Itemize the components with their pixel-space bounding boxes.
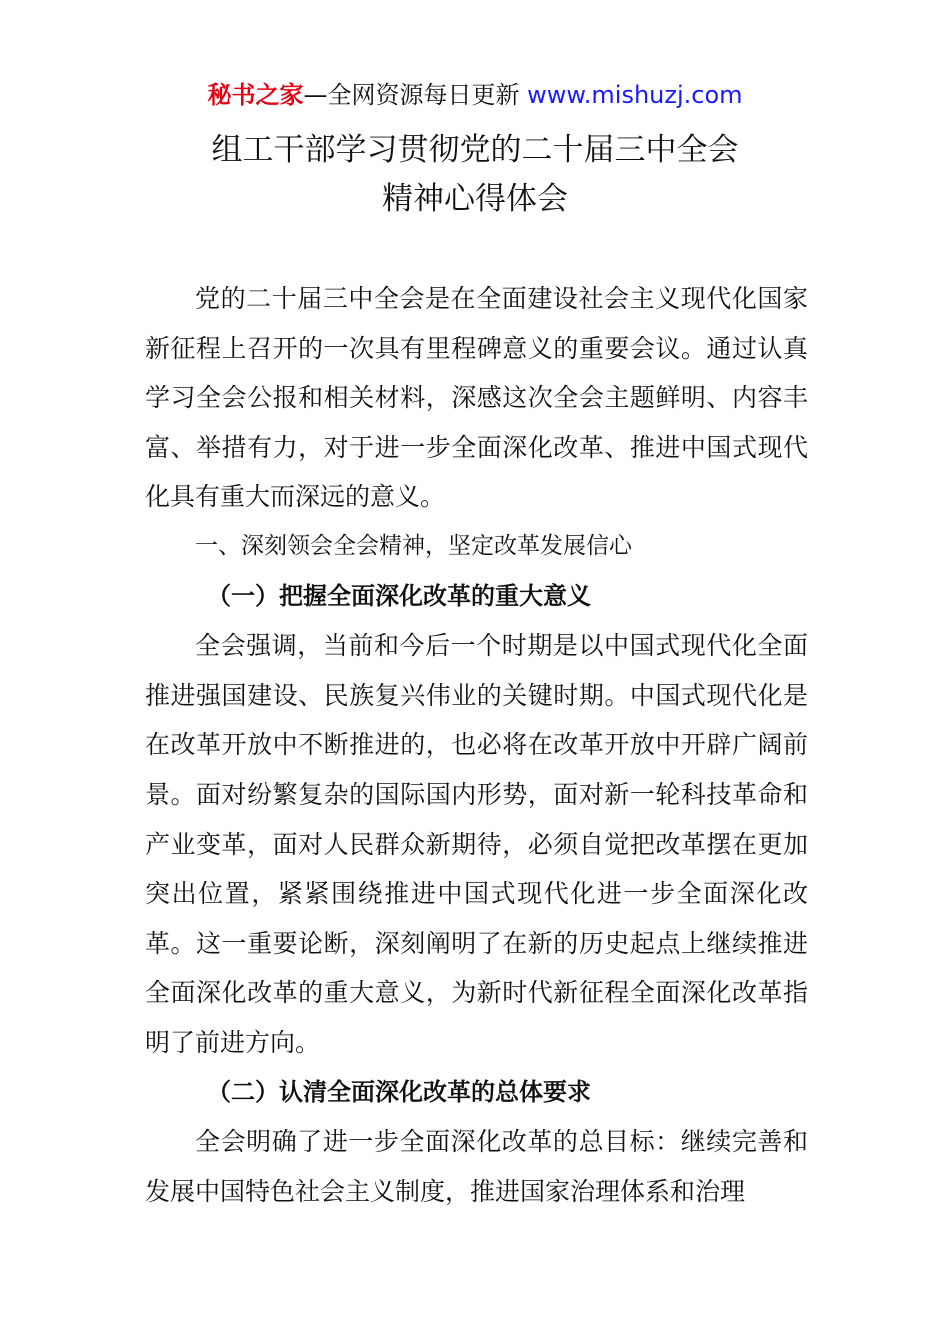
site-url-link[interactable]: www.mishuzj.com	[527, 81, 743, 109]
site-brand: 秘书之家	[207, 81, 304, 109]
document-title-line-2: 精神心得体会	[382, 181, 568, 217]
document-title-line-1: 组工干部学习贯彻党的二十届三中全会	[211, 132, 739, 168]
document-body	[145, 274, 808, 1216]
subsection-1-paragraph: 全会强调，当前和今后一个时期是以中国式现代化全面推进强国建设、民族复兴伟业的关键时期。中国式现代化是在改革开放中不断推进的，也必将在改革开放中开辟广阔前景。面对纷繁复杂的国际国内形势，面对新一轮科技革命和产业变革，面对人民群众新期待，必须自觉把改革摆在更加突出位置，紧紧围绕推进中国式现代化进一步全面深化改革。这一重要论断，深刻阐明了在新的历史起点上继续推进全面深化改革的重大意义，为新时代新征程全面深化改革指明了前进方向。	[145, 631, 808, 1057]
site-header	[0, 78, 950, 112]
subsection-1-heading: （一）把握全面深化改革的重大意义	[207, 581, 591, 610]
intro-paragraph: 党的二十届三中全会是在全面建设社会主义现代化国家新征程上召开的一次具有里程碑意义的重要会议。通过认真学习全会公报和相关材料，深感这次全会主题鲜明、内容丰富、举措有力，对于进一步全面深化改革、推进中国式现代化具有重大而深远的意义。	[145, 284, 808, 512]
subsection-2-paragraph: 全会明确了进一步全面深化改革的总目标：继续完善和发展中国特色社会主义制度，推进国家治理体系和治理	[145, 1127, 808, 1206]
subsection-2-heading: （二）认清全面深化改革的总体要求	[207, 1077, 591, 1106]
site-tagline: —全网资源每日更新	[303, 81, 520, 109]
section-1-heading: 一、深刻领会全会精神，坚定改革发展信心	[195, 532, 632, 559]
